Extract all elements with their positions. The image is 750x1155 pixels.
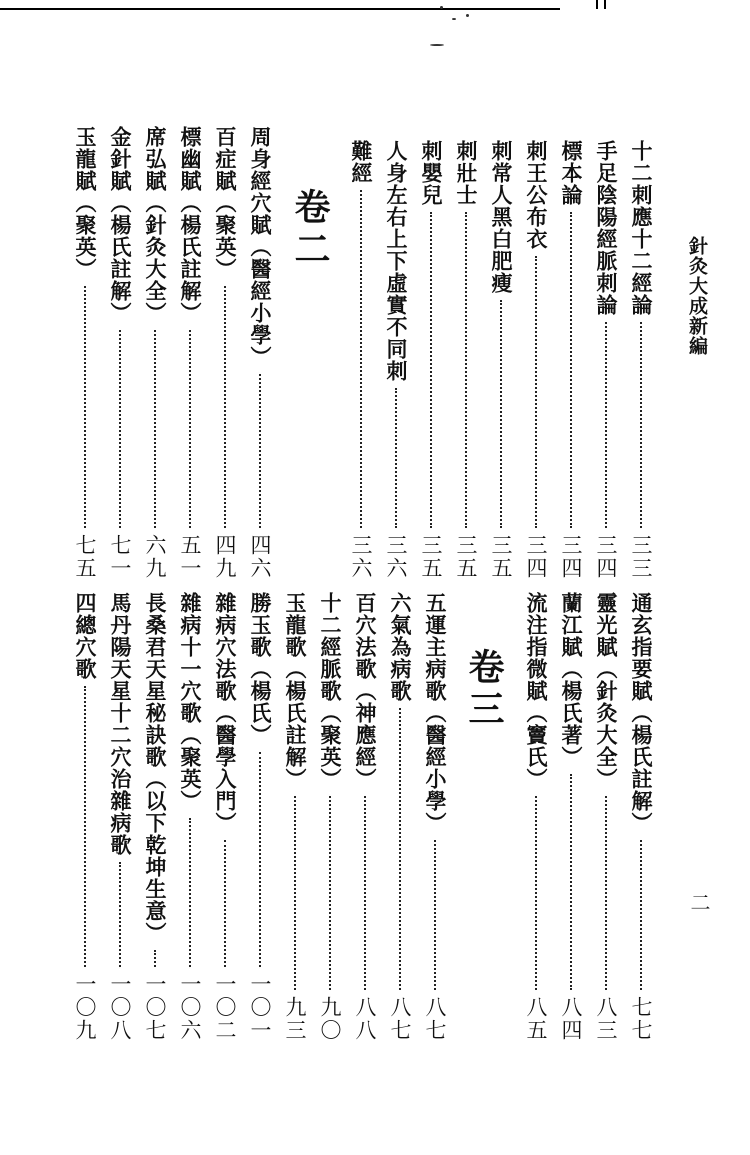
leader-dots [640,322,642,528]
toc-entry[interactable] [177,592,203,1042]
toc-entry-title: 十二經脈歌（聚英） [318,592,343,790]
toc-entry[interactable] [387,592,413,1042]
leader-dots [430,212,432,528]
toc-entry-title: 靈光賦（針灸大全） [594,592,619,790]
toc-entry-page: 一〇六 [178,973,202,1042]
leader-dots [224,840,226,967]
toc-entry-page: 九三 [283,996,307,1042]
leader-dots [500,300,502,528]
leader-dots [535,796,537,990]
toc-entry-page: 三三 [629,534,653,580]
toc-entry-page: 八七 [423,996,447,1042]
leader-dots [84,686,86,967]
toc-entry[interactable] [317,592,343,1042]
toc-entry-title: 馬丹陽天星十二穴治雜病歌 [108,592,133,856]
leader-dots [329,796,331,990]
toc-entry-title: 周身經穴賦（醫經小學） [248,126,273,368]
toc-entry[interactable] [453,140,479,580]
leader-dots [294,796,296,990]
scan-speck [466,14,469,17]
toc-entry-page: 三四 [559,534,583,580]
leader-dots [119,330,121,528]
leader-dots [535,256,537,528]
toc-entry[interactable] [383,140,409,580]
toc-entry[interactable] [558,140,584,580]
toc-entry[interactable] [247,126,273,580]
toc-entry[interactable] [488,140,514,580]
leader-dots [399,708,401,990]
toc-entry-title: 刺王公布衣 [524,140,549,250]
leader-dots [605,322,607,528]
toc-entry-page: 四九 [213,534,237,580]
leader-dots [570,212,572,528]
leader-dots [189,330,191,528]
toc-entry-page: 一〇一 [248,973,272,1042]
toc-entry[interactable] [212,592,238,1042]
toc-entry-title: 蘭江賦（楊氏著） [559,592,584,768]
toc-entry-title: 長桑君天星秘訣歌（以下乾坤生意） [143,592,168,944]
toc-entry[interactable] [72,592,98,1042]
toc-entry-page: 六九 [143,534,167,580]
leader-dots [434,840,436,990]
leader-dots [119,862,121,967]
toc-entry[interactable] [212,126,238,580]
toc-entry-title: 玉龍歌（楊氏註解） [283,592,308,790]
toc-entry-page: 三四 [524,534,548,580]
scan-speck [452,18,456,20]
toc-entry-page: 三四 [594,534,618,580]
toc-entry-title: 刺常人黑白肥瘦 [489,140,514,294]
toc-entry[interactable] [422,592,448,1042]
scan-speck [440,6,443,9]
leader-dots [364,796,366,990]
toc-entry[interactable] [593,140,619,580]
leader-dots [395,388,397,528]
toc-entry-title: 標本論 [559,140,584,206]
toc-entry-title: 玉龍賦（聚英） [73,126,98,280]
toc-entry-title: 十二刺應十二經論 [629,140,654,316]
toc-entry[interactable] [558,592,584,1042]
toc-entry-page: 一〇七 [143,973,167,1042]
toc-entry-title: 四總穴歌 [73,592,98,680]
toc-entry[interactable] [593,592,619,1042]
toc-entry-page: 一〇九 [73,973,97,1042]
toc-entry-page: 三五 [419,534,443,580]
toc-entry-page: 七五 [73,534,97,580]
leader-dots [189,818,191,967]
toc-entry-title: 刺嬰兒 [419,140,444,206]
toc-entry[interactable] [523,140,549,580]
toc-entry[interactable] [628,140,654,580]
toc-entry-page: 八八 [353,996,377,1042]
toc-entry-title: 雜病穴法歌（醫學入門） [213,592,238,834]
toc-entry[interactable] [142,126,168,580]
leader-dots [465,212,467,528]
toc-entry-title: 刺壯士 [454,140,479,206]
leader-dots [605,796,607,990]
toc-entry-title: 席弘賦（針灸大全） [143,126,168,324]
toc-entry[interactable] [107,592,133,1042]
running-header: 針灸大成新編 [686,236,708,356]
toc-entry-title: 金針賦（楊氏註解） [108,126,133,324]
toc-entry[interactable] [282,592,308,1042]
toc-entry-page: 八四 [559,996,583,1042]
toc-entry-page: 一〇二 [213,973,237,1042]
top-scan-line [0,8,560,10]
toc-entry-title: 六氣為病歌 [388,592,413,702]
top-scan-mark [596,0,606,9]
toc-entry-page: 一〇八 [108,973,132,1042]
toc-entry-title: 雜病十一穴歌（聚英） [178,592,203,812]
toc-entry-title: 勝玉歌（楊氏） [248,592,273,746]
toc-entry-page: 三五 [489,534,513,580]
leader-dots [259,374,261,528]
leader-dots [640,840,642,990]
toc-entry-page: 八三 [594,996,618,1042]
leader-dots [360,190,362,528]
leader-dots [84,286,86,528]
toc-entry-page: 三六 [384,534,408,580]
leader-dots [259,752,261,967]
toc-entry-title: 通玄指要賦（楊氏註解） [629,592,654,834]
toc-entry-page: 七一 [108,534,132,580]
toc-entry-title: 手足陰陽經脈刺論 [594,140,619,316]
page-number: 二 [687,892,711,912]
toc-entry-page: 九〇 [318,996,342,1042]
toc-entry-page: 八五 [524,996,548,1042]
toc-entry[interactable] [177,126,203,580]
toc-entry-page: 四六 [248,534,272,580]
toc-entry-page: 三六 [349,534,373,580]
leader-dots [224,286,226,528]
toc-entry-title: 流注指微賦（竇氏） [524,592,549,790]
toc-entry-title: 人身左右上下虛實不同刺 [384,140,409,382]
toc-entry[interactable] [352,592,378,1042]
toc-entry-title: 五運主病歌（醫經小學） [423,592,448,834]
toc-entry-page: 三五 [454,534,478,580]
toc-entry[interactable] [628,592,654,1042]
toc-entry[interactable] [142,592,168,1042]
scan-speck [430,44,444,46]
toc-entry[interactable] [523,592,549,1042]
toc-entry[interactable] [247,592,273,1042]
toc-entry[interactable] [418,140,444,580]
toc-entry[interactable] [72,126,98,580]
toc-entry-page: 七七 [629,996,653,1042]
toc-entry-title: 標幽賦（楊氏註解） [178,126,203,324]
toc-entry[interactable] [348,140,374,580]
leader-dots [154,950,156,967]
toc-entry-title: 百穴法歌（神應經） [353,592,378,790]
leader-dots [570,774,572,990]
volume-heading-3: 卷三 [463,648,505,732]
toc-entry[interactable] [107,126,133,580]
toc-entry-title: 百症賦（聚英） [213,126,238,280]
toc-entry-page: 五一 [178,534,202,580]
volume-heading-2: 卷二 [289,188,331,272]
toc-entry-page: 八七 [388,996,412,1042]
toc-entry-title: 難經 [349,140,374,184]
leader-dots [154,330,156,528]
